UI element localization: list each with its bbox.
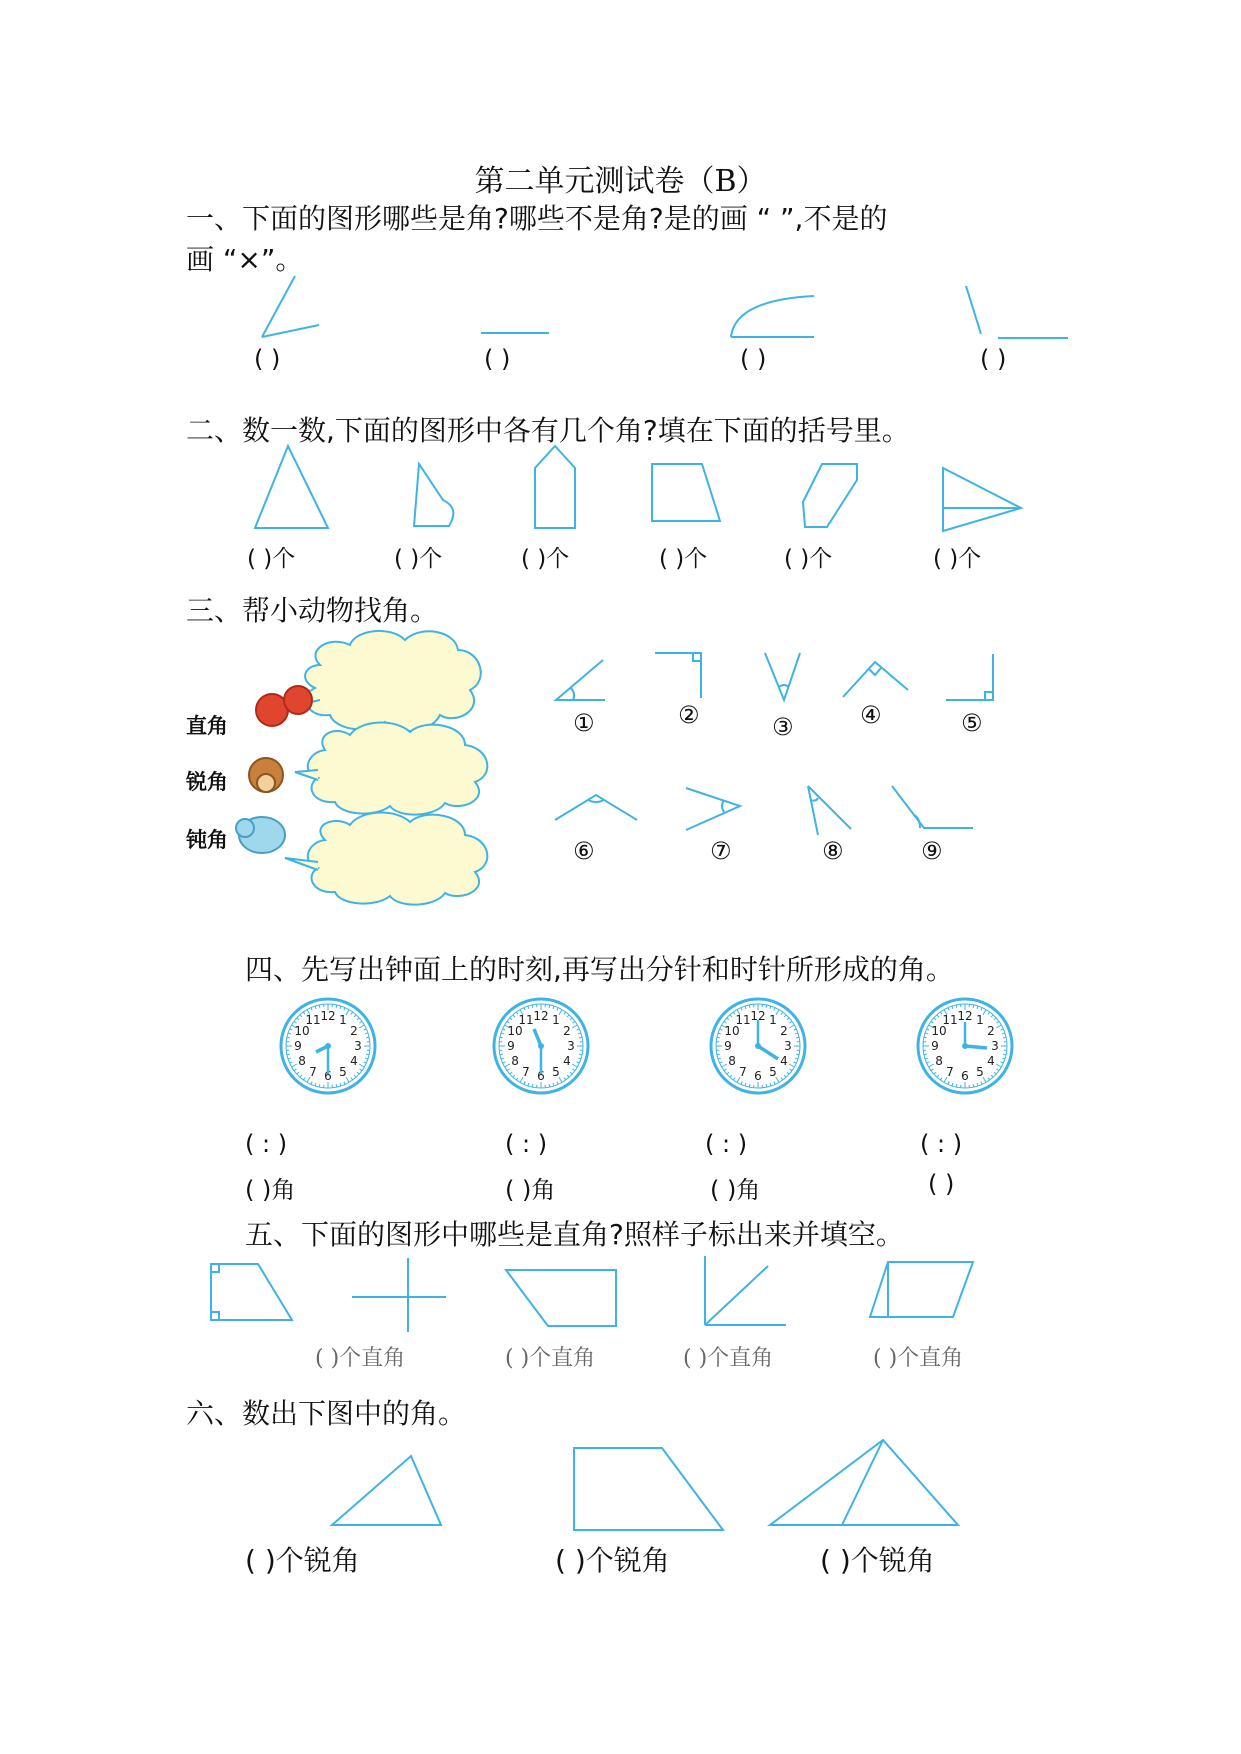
- section6-question: 六、数出下图中的角。: [186, 1397, 467, 1430]
- clock-number: 4: [780, 1054, 788, 1068]
- clock2-angle[interactable]: ( )角: [505, 1176, 556, 1204]
- s1-figure-angle: [262, 276, 319, 337]
- section2-answer-6[interactable]: ( )个: [933, 546, 982, 572]
- angle-number-1: ①: [573, 709, 595, 737]
- section5-answer-3[interactable]: ( )个直角: [683, 1346, 774, 1371]
- clock1-angle[interactable]: ( )角: [245, 1176, 296, 1204]
- clock-number: 2: [780, 1024, 788, 1038]
- elephant-icon: [236, 817, 285, 853]
- clock-number: 3: [784, 1039, 792, 1053]
- section1-answer-1[interactable]: ( ): [254, 345, 281, 373]
- clock-number: 9: [931, 1039, 939, 1053]
- clock-number: 8: [728, 1054, 736, 1068]
- clock3-angle[interactable]: ( )角: [710, 1176, 761, 1204]
- section5-question: 五、下面的图形中哪些是直角?照样子标出来并填空。: [245, 1218, 904, 1251]
- angle-number-8: ⑧: [822, 837, 844, 865]
- clock2-time[interactable]: ( : ): [505, 1130, 548, 1158]
- section1-answer-3[interactable]: ( ): [740, 345, 767, 373]
- section1-answer-2[interactable]: ( ): [484, 345, 511, 373]
- clock-number: 11: [305, 1013, 321, 1028]
- s5-figure-cross: [352, 1258, 446, 1332]
- clock-number: 8: [935, 1054, 943, 1068]
- s2-figure-fan: [414, 464, 453, 526]
- clock-face-4: [918, 999, 1012, 1093]
- clock-number: 4: [350, 1054, 358, 1068]
- bubble-2: [295, 723, 487, 815]
- s5-figure-angle: [705, 1256, 786, 1325]
- section2-answer-3[interactable]: ( )个: [521, 546, 570, 572]
- clock-number: 12: [320, 1009, 336, 1023]
- section5-answer-4[interactable]: ( )个直角: [873, 1346, 964, 1371]
- angle-number-7: ⑦: [710, 837, 732, 865]
- angle-number-6: ⑥: [573, 837, 595, 865]
- clock-number: 11: [735, 1013, 751, 1028]
- section2-answer-1[interactable]: ( )个: [247, 546, 296, 572]
- bubble-1: [298, 631, 481, 731]
- clock-number: 1: [769, 1013, 777, 1028]
- s2-figure-triangle: [255, 446, 328, 528]
- clock-number: 11: [942, 1013, 958, 1028]
- section2-question: 二、数一数,下面的图形中各有几个角?填在下面的括号里。: [186, 414, 910, 447]
- clock-number: 7: [522, 1064, 530, 1079]
- label-obtuse-angle: 钝角: [186, 827, 228, 852]
- section2-answer-4[interactable]: ( )个: [659, 546, 708, 572]
- s5-figure-trapezoid: [211, 1264, 292, 1320]
- clock-number: 6: [537, 1069, 545, 1083]
- clock-number: 5: [976, 1064, 984, 1079]
- angle-fig-7: [686, 788, 740, 830]
- section6-answer-2[interactable]: ( )个锐角: [555, 1544, 670, 1577]
- clock-number: 9: [724, 1039, 732, 1053]
- angle-fig-2: [655, 653, 701, 698]
- clock-number: 5: [769, 1064, 777, 1079]
- clock-number: 12: [750, 1009, 766, 1023]
- section3-question: 三、帮小动物找角。: [186, 594, 439, 627]
- section2-answer-5[interactable]: ( )个: [784, 546, 833, 572]
- clock-number: 6: [754, 1069, 762, 1083]
- s2-figure-pentagon: [535, 446, 575, 528]
- section5-answer-2[interactable]: ( )个直角: [505, 1346, 596, 1371]
- clock-number: 2: [987, 1024, 995, 1038]
- section4-question: 四、先写出钟面上的时刻,再写出分针和时针所形成的角。: [245, 953, 954, 986]
- clock-number: 4: [987, 1054, 995, 1068]
- clock-face-2: [494, 999, 588, 1093]
- clocks-group: [281, 999, 1012, 1093]
- angle-number-3: ③: [772, 713, 794, 741]
- clock-face-1: [281, 999, 375, 1093]
- angle-fig-9: [892, 786, 973, 828]
- clock-number: 6: [324, 1069, 332, 1083]
- angle-fig-4: [843, 662, 908, 697]
- clock-number: 5: [552, 1064, 560, 1079]
- s5-figure-parallelogram: [870, 1262, 973, 1317]
- s6-figure-trapezoid: [574, 1448, 723, 1530]
- angle-number-9: ⑨: [921, 837, 943, 865]
- clock-number: 2: [350, 1024, 358, 1038]
- clock-number: 10: [931, 1024, 947, 1038]
- clock-number: 8: [298, 1054, 306, 1068]
- clock-number: 12: [533, 1009, 549, 1023]
- bubble-3: [285, 813, 487, 905]
- angle-fig-1: [556, 660, 605, 700]
- clock-number: 1: [976, 1013, 984, 1028]
- monkey-icon: [249, 758, 283, 792]
- clock-number: 7: [739, 1064, 747, 1079]
- s5-figure-quadrilateral: [506, 1270, 616, 1326]
- clock-number: 5: [339, 1064, 347, 1079]
- label-acute-angle: 锐角: [186, 769, 228, 794]
- s6-figure-split-triangle: [770, 1440, 958, 1525]
- squirrel-icon: [256, 686, 312, 726]
- clock-number: 9: [507, 1039, 515, 1053]
- clock1-time[interactable]: ( : ): [245, 1130, 288, 1158]
- section6-answer-3[interactable]: ( )个锐角: [820, 1544, 935, 1577]
- angle-fig-5: [946, 654, 993, 700]
- angle-fig-8: [808, 786, 851, 835]
- clock3-time[interactable]: ( : ): [705, 1130, 748, 1158]
- clock4-time[interactable]: ( : ): [920, 1130, 963, 1158]
- clock-number: 3: [567, 1039, 575, 1053]
- angle-fig-6: [555, 795, 637, 820]
- page-title: 第二单元测试卷（B）: [474, 164, 767, 199]
- clock-number: 7: [309, 1064, 317, 1079]
- s2-figure-trapezoid: [652, 464, 720, 521]
- clock-number: 10: [507, 1024, 523, 1038]
- hour-hand: [965, 1046, 987, 1048]
- section2-answer-2[interactable]: ( )个: [394, 546, 443, 572]
- clock4-angle[interactable]: ( ): [928, 1170, 955, 1198]
- clock-number: 4: [563, 1054, 571, 1068]
- section5-answer-1[interactable]: ( )个直角: [315, 1346, 406, 1371]
- section1-question-line1: 一、下面的图形哪些是角?哪些不是角?是的画 “ ”,不是的: [186, 202, 888, 235]
- s6-figure-triangle: [332, 1456, 441, 1525]
- label-right-angle: 直角: [186, 713, 228, 738]
- clock-number: 3: [991, 1039, 999, 1053]
- angle-number-2: ②: [678, 701, 700, 729]
- s2-figure-hexagon: [803, 464, 857, 527]
- clock-number: 8: [511, 1054, 519, 1068]
- clock-number: 10: [294, 1024, 310, 1038]
- angle-number-4: ④: [860, 701, 882, 729]
- clock-number: 11: [518, 1013, 534, 1028]
- clock-number: 2: [563, 1024, 571, 1038]
- clock-number: 1: [552, 1013, 560, 1028]
- section6-answer-1[interactable]: ( )个锐角: [245, 1544, 360, 1577]
- clock-number: 12: [957, 1009, 973, 1023]
- clock-number: 10: [724, 1024, 740, 1038]
- section1-question-line2: 画 “×”。: [186, 243, 304, 276]
- angle-number-5: ⑤: [961, 709, 983, 737]
- s1-figure-arc: [731, 296, 814, 337]
- s1-figure-separated-lines: [966, 286, 1068, 338]
- s2-figure-split-triangle: [943, 468, 1021, 531]
- angle-fig-3: [765, 653, 800, 700]
- section1-answer-4[interactable]: ( ): [980, 345, 1007, 373]
- clock-number: 3: [354, 1039, 362, 1053]
- clock-number: 6: [961, 1069, 969, 1083]
- clock-number: 7: [946, 1064, 954, 1079]
- clock-face-3: [711, 999, 805, 1093]
- clock-number: 9: [294, 1039, 302, 1053]
- clock-number: 1: [339, 1013, 347, 1028]
